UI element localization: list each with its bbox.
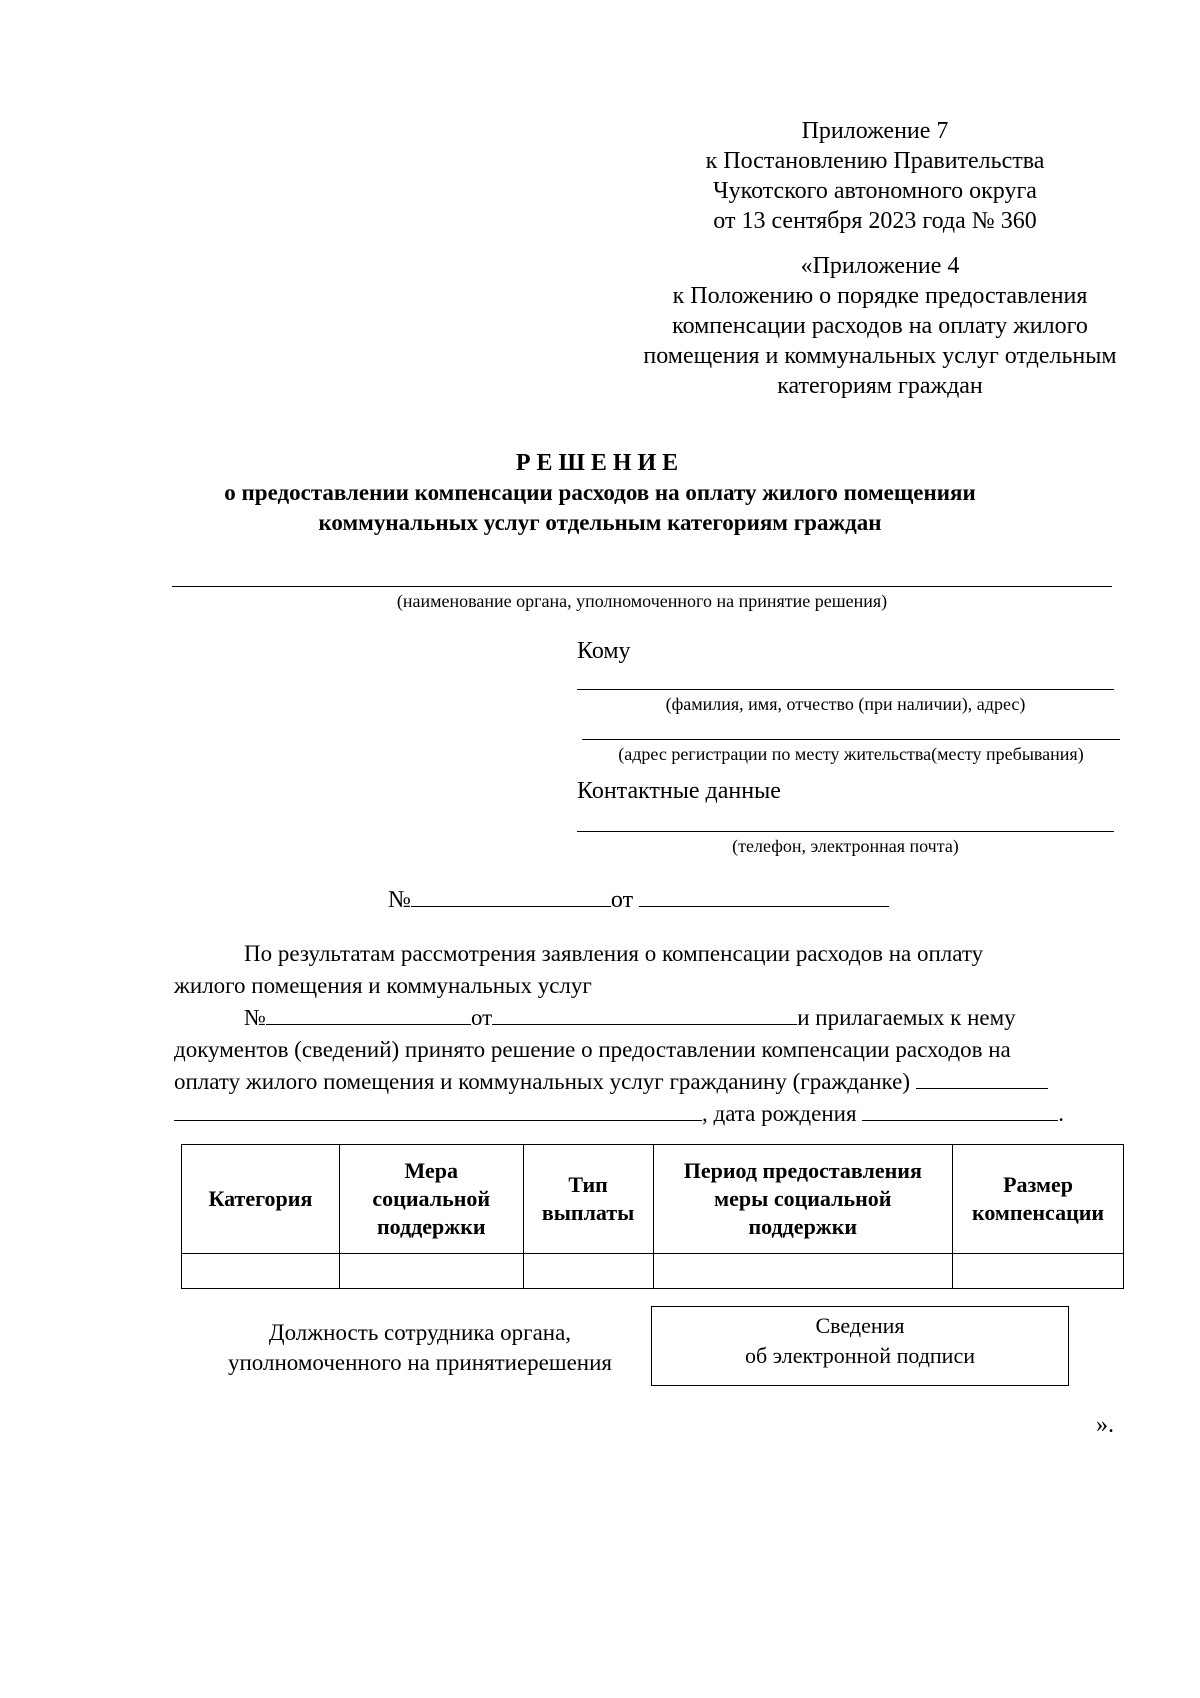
body-line-5: [174, 1066, 1104, 1098]
contacts-line: [577, 831, 1114, 832]
signature-box-line: Сведения: [815, 1313, 905, 1338]
body-line: документов (сведений) принято решение о предоставлении компенсации расходов на: [174, 1037, 1011, 1062]
decision-number-field: [411, 884, 611, 907]
address-line: [582, 739, 1120, 740]
compensation-table: [181, 1144, 1124, 1289]
birth-date-field: [862, 1098, 1058, 1121]
fio-caption: (фамилия, имя, отчество (при наличии), адрес): [665, 694, 1026, 714]
appendix-header-line: Чукотского автономного округа: [713, 178, 1037, 204]
application-number-sign: №: [244, 1005, 266, 1030]
document-subtitle: [100, 478, 1100, 538]
application-number-field: [266, 1002, 471, 1025]
appendix-header-line: Приложение 7: [801, 118, 949, 144]
appendix-sub-line: помещения и коммунальных услуг отдельным: [643, 343, 1117, 369]
address-caption: (адрес регистрации по месту жительства(месту пребывания): [618, 744, 1084, 764]
appendix-sub-line: категориям граждан: [777, 373, 983, 399]
position-line: уполномоченного на принятиерешения: [228, 1350, 612, 1375]
citizen-name-field-cont: [174, 1098, 702, 1121]
appendix-sub-line: «Приложение 4: [800, 253, 960, 279]
contacts-label: Контактные данные: [577, 778, 781, 804]
body-paragraph: [174, 938, 1104, 1130]
komu-label: Кому: [577, 638, 631, 664]
body-line: жилого помещения и коммунальных услуг: [174, 973, 592, 998]
appendix-sub-line: к Положению о порядке предоставления: [672, 283, 1088, 309]
contacts-caption: (телефон, электронная почта): [732, 836, 959, 856]
table-header-cell: Размер компенсации: [953, 1145, 1124, 1254]
appendix-header-line: к Постановлению Правительства: [705, 148, 1045, 174]
birth-date-label: , дата рождения: [702, 1101, 857, 1126]
table-header-cell: Тип выплаты: [523, 1145, 653, 1254]
from-label: от: [610, 887, 634, 913]
application-from-label: от: [470, 1005, 493, 1030]
table-cell: [953, 1254, 1124, 1289]
table-header-cell: Мера социальной поддержки: [339, 1145, 523, 1254]
table-header-row: [182, 1145, 1124, 1254]
line-end-dot: .: [1058, 1101, 1065, 1126]
document-title: РЕШЕНИЕ: [515, 450, 685, 476]
organ-name-line: [172, 586, 1112, 587]
signature-box-line: об электронной подписи: [744, 1343, 975, 1368]
subtitle-line: о предоставлении компенсации расходов на оплату жилого помещенияи: [224, 480, 976, 505]
official-position: [200, 1318, 640, 1378]
body-line: По результатам рассмотрения заявления о компенсации расходов на оплату: [244, 941, 984, 966]
organ-caption: (наименование органа, уполномоченного на принятие решения): [396, 591, 888, 611]
fio-line: [577, 689, 1114, 690]
body-line-6: [174, 1098, 1104, 1130]
application-date-field: [492, 1002, 797, 1025]
table-header-cell: Категория: [182, 1145, 340, 1254]
subtitle-line: коммунальных услуг отдельным категориям граждан: [318, 510, 882, 535]
table-cell: [523, 1254, 653, 1289]
table-cell: [182, 1254, 340, 1289]
citizen-name-field: [916, 1066, 1048, 1089]
table-header-cell: Период предоставления меры социальной поддержки: [653, 1145, 953, 1254]
table-cell: [653, 1254, 953, 1289]
decision-number-row: [388, 884, 889, 915]
position-line: Должность сотрудника органа,: [268, 1320, 572, 1345]
decision-date-field: [639, 884, 889, 907]
body-line-3-rest: и прилагаемых к нему: [797, 1005, 1016, 1030]
body-line-5-text: оплату жилого помещения и коммунальных услуг гражданину (гражданке): [174, 1069, 910, 1094]
appendix-sub-line: компенсации расходов на оплату жилого: [672, 313, 1088, 339]
table-cell: [339, 1254, 523, 1289]
number-sign: №: [388, 887, 411, 913]
electronic-signature-box: [651, 1306, 1069, 1386]
body-line-3: [174, 1002, 1104, 1034]
appendix-header-line: от 13 сентября 2023 года № 360: [713, 208, 1037, 234]
appendix-header: [640, 116, 1110, 236]
appendix-subheader: [620, 251, 1140, 401]
table-row: [182, 1254, 1124, 1289]
closing-quote: ».: [1096, 1412, 1114, 1438]
